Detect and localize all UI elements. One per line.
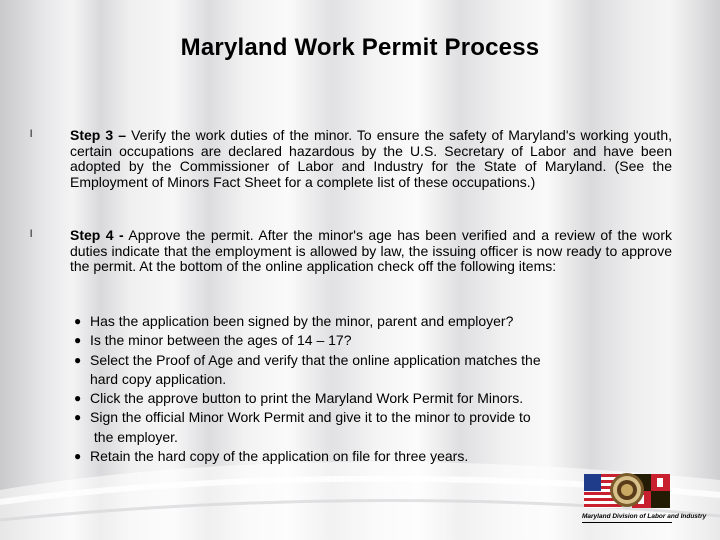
step-3-text: Verify the work duties of the minor. To ensure the safety of Maryland's working youth, certain occupations are declared hazardous by the U.S. Secretary of Labor and have been adopted by the Commissioner of Labor and Industry for the State of Maryland. (See the Employment of Minors Fact Sheet for a complete list of these occupations.) — [70, 127, 672, 190]
list-item — [74, 312, 634, 331]
checklist-continuation: hard copy application. — [90, 370, 227, 387]
bullet-dot-icon: ● — [74, 333, 82, 348]
step-4-label: Step 4 - — [70, 227, 124, 243]
checklist-text: Select the Proof of Age and verify that the online application matches the — [90, 351, 541, 368]
bullet-dot-icon: ● — [74, 314, 82, 328]
bullet-icon: l — [30, 129, 33, 140]
checklist-continuation: the employer. — [90, 428, 178, 445]
step-4-block — [30, 228, 672, 275]
step-3-paragraph — [70, 128, 672, 190]
list-item — [74, 331, 634, 350]
bullet-dot-icon: ● — [74, 449, 82, 464]
step-3-block — [30, 128, 672, 190]
list-item — [74, 447, 634, 466]
list-item — [74, 389, 634, 408]
bullet-icon: l — [30, 229, 33, 240]
step-4-text: Approve the permit. After the minor's age has been verified and a review of the work duties indicate that the employment is allowed by law, the issuing officer is now ready to approve the permit. At the bottom of the online application check off the following items: — [70, 227, 672, 275]
step-3-label: Step 3 – — [70, 127, 127, 143]
approval-checklist — [74, 312, 634, 466]
list-item — [74, 351, 634, 390]
step-4-paragraph — [70, 228, 672, 275]
bullet-dot-icon: ● — [74, 410, 82, 425]
state-seal-icon — [610, 473, 644, 507]
checklist-text: Has the application been signed by the minor, parent and employer? — [90, 313, 514, 329]
checklist-text: Click the approve button to print the Maryland Work Permit for Minors. — [90, 390, 524, 407]
checklist-text: Sign the official Minor Work Permit and give it to the minor to provide to — [90, 409, 531, 426]
list-item — [74, 408, 634, 447]
logo-caption: Maryland Division of Labor and Industry — [582, 512, 672, 523]
slide-title: Maryland Work Permit Process — [180, 34, 540, 61]
checklist-text: Retain the hard copy of the application on file for three years. — [90, 448, 469, 465]
bullet-dot-icon: ● — [74, 352, 82, 367]
checklist-text: Is the minor between the ages of 14 – 17? — [90, 332, 352, 349]
bullet-dot-icon: ● — [74, 391, 82, 406]
